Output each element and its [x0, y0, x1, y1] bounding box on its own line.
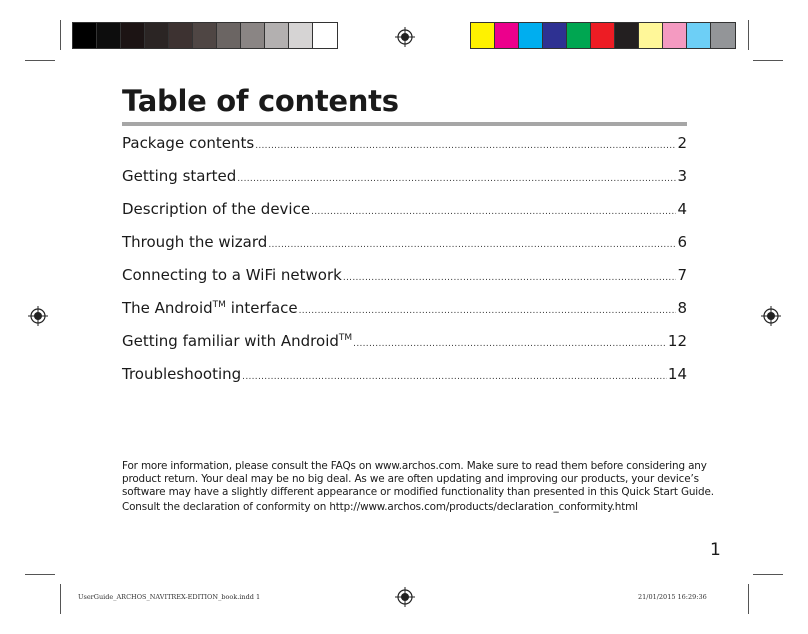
color-swatch	[543, 23, 567, 48]
title-underline	[122, 122, 687, 126]
dot-leader	[237, 174, 676, 184]
gray-swatch	[265, 23, 289, 48]
toc-entry-label: Getting familiar with Android™	[122, 332, 353, 350]
toc-entry[interactable]	[122, 200, 687, 222]
toc-entry-page: 4	[677, 200, 687, 218]
color-swatch	[471, 23, 495, 48]
toc-entry-page: 12	[667, 332, 687, 350]
toc-entry[interactable]	[122, 233, 687, 255]
toc-entry[interactable]	[122, 332, 687, 354]
toc-entry[interactable]	[122, 134, 687, 156]
color-swatch	[567, 23, 591, 48]
file-slug: UserGuide_ARCHOS_NAVITREX-EDITION_book.indd 1	[78, 593, 261, 601]
gray-swatch	[241, 23, 265, 48]
color-swatch	[519, 23, 543, 48]
toc-entry-label: Troubleshooting	[122, 365, 242, 383]
color-calibration-bar	[470, 22, 736, 49]
toc-entry-label: Package contents	[122, 134, 255, 152]
gray-swatch	[217, 23, 241, 48]
gray-swatch	[73, 23, 97, 48]
faq-note: For more information, please consult the FAQs on www.archos.com. Make sure to read them before considering any product return. Your deal may be no big deal. As we are often updating and improving our products, your device’s software may have a slightly different appearance or modified functionality than presented in this Quick Start Guide.	[122, 460, 714, 499]
crop-mark	[748, 584, 749, 614]
color-swatch	[663, 23, 687, 48]
gray-swatch	[193, 23, 217, 48]
page-title: Table of contents	[122, 84, 399, 118]
dot-leader	[353, 339, 667, 349]
dot-leader	[343, 273, 677, 283]
toc-entry-page: 14	[667, 365, 687, 383]
timestamp-slug: 21/01/2015 16:29:36	[638, 593, 707, 601]
dot-leader	[242, 372, 667, 382]
toc-entry[interactable]	[122, 167, 687, 189]
color-swatch	[615, 23, 639, 48]
toc-entry-page: 3	[677, 167, 687, 185]
color-swatch	[495, 23, 519, 48]
toc-entry-label: The Android™ interface	[122, 299, 298, 317]
page-number: 1	[710, 540, 721, 560]
toc-entry-label: Description of the device	[122, 200, 311, 218]
gray-swatch	[169, 23, 193, 48]
gray-swatch	[145, 23, 169, 48]
toc-entry-label: Getting started	[122, 167, 237, 185]
crop-mark	[753, 574, 783, 575]
color-swatch	[711, 23, 735, 48]
gray-swatch	[121, 23, 145, 48]
dot-leader	[299, 306, 677, 316]
dot-leader	[268, 240, 676, 250]
toc-entry-page: 7	[677, 266, 687, 284]
registration-mark-icon	[395, 587, 415, 607]
toc-entry[interactable]	[122, 299, 687, 321]
color-swatch	[591, 23, 615, 48]
grayscale-calibration-bar	[72, 22, 338, 49]
gray-swatch	[97, 23, 121, 48]
color-swatch	[687, 23, 711, 48]
conformity-note: Consult the declaration of conformity on http://www.archos.com/products/declaration_conformity.html	[122, 501, 638, 513]
crop-mark	[60, 20, 61, 50]
trademark-symbol: TM	[212, 300, 226, 310]
toc-entry-label: Through the wizard	[122, 233, 268, 251]
toc-entry[interactable]	[122, 266, 687, 288]
toc-entry-page: 2	[677, 134, 687, 152]
crop-mark	[25, 574, 55, 575]
gray-swatch	[313, 23, 337, 48]
registration-mark-icon	[761, 306, 781, 326]
trademark-symbol: TM	[338, 333, 353, 343]
toc-entry-label: Connecting to a WiFi network	[122, 266, 342, 284]
toc-entry-page: 8	[677, 299, 687, 317]
toc-entry[interactable]	[122, 365, 687, 387]
crop-mark	[748, 20, 749, 50]
gray-swatch	[289, 23, 313, 48]
registration-mark-icon	[395, 27, 415, 47]
dot-leader	[311, 207, 676, 217]
toc-entry-page: 6	[677, 233, 687, 251]
registration-mark-icon	[28, 306, 48, 326]
dot-leader	[255, 141, 676, 151]
color-swatch	[639, 23, 663, 48]
crop-mark	[60, 584, 61, 614]
crop-mark	[25, 60, 55, 61]
crop-mark	[753, 60, 783, 61]
